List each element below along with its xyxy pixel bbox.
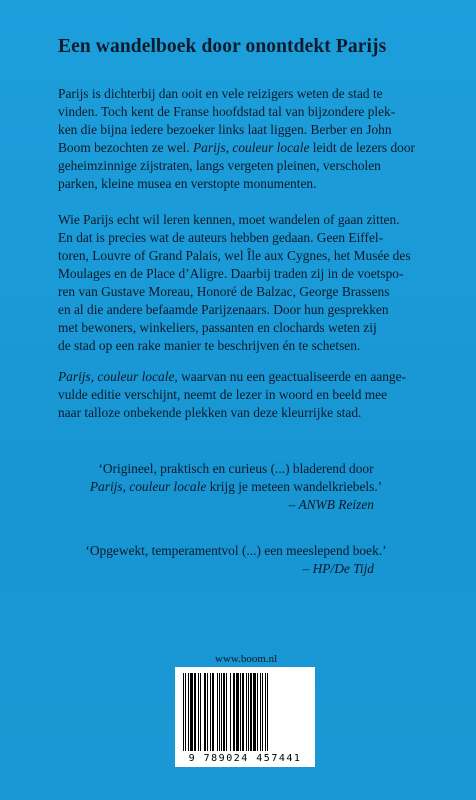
book-title-italic: Parijs, couleur locale — [192, 140, 310, 155]
text-line: naar talloze onbekende plekken van deze kleurrijke stad. — [58, 405, 362, 420]
cover-title: Een wandelboek door onontdekt Parijs — [58, 36, 387, 57]
text-segment: leidt de lezers door — [312, 140, 415, 155]
text-line: met bewoners, winkeliers, passanten en clochards weten zij — [58, 320, 377, 335]
text-line — [58, 139, 430, 157]
quote-line: ‘Origineel, praktisch en curieus (...) bladerend door — [98, 461, 374, 476]
text-line: Moulages en de Place d’Aligre. Daarbij traden zij in de voetspo- — [58, 266, 404, 281]
text-line: Parijs is dichterbij dan ooit en vele reizigers weten de stad te — [58, 86, 383, 101]
intro-paragraph — [58, 85, 430, 193]
text-line — [58, 368, 430, 386]
text-line: En dat is precies wat de auteurs hebben gedaan. Geen Eiffel- — [58, 230, 384, 245]
text-segment: krijg je meteen wandelkriebels.’ — [206, 479, 383, 494]
quote-source: – HP/De Tijd — [302, 561, 374, 576]
isbn-number: 9 789024 457441 — [188, 753, 302, 764]
text-line: ken die bijna iedere bezoeker links laat liggen. Berber en John — [58, 122, 392, 137]
quote-source: – ANWB Reizen — [288, 497, 374, 512]
text-line: ren van Gustave Moreau, Honoré de Balzac, George Brassens — [58, 284, 390, 299]
book-title-italic: Parijs, couleur locale — [89, 479, 207, 494]
review-quote-hp — [58, 542, 414, 578]
publisher-url[interactable]: www.boom.nl — [215, 653, 278, 665]
quote-line — [58, 478, 414, 496]
book-title-italic: Parijs, couleur locale — [58, 369, 175, 384]
text-line: vulde editie verschijnt, neemt de lezer in woord en beeld mee — [58, 387, 388, 402]
body-paragraph — [58, 211, 430, 355]
text-line: vinden. Toch kent de Franse hoofdstad tal van bijzondere plek- — [58, 104, 396, 119]
text-segment: Boom bezochten ze wel. — [58, 140, 190, 155]
quote-line: ‘Opgewekt, temperamentvol (...) een meeslepend boek.’ — [85, 543, 387, 558]
text-line: de stad op een rake manier te beschrijven én te schetsen. — [58, 338, 361, 353]
text-segment: , waarvan nu een geactualiseerde en aange- — [174, 369, 407, 384]
review-quote-anwb — [58, 460, 414, 514]
text-line: toren, Louvre of Grand Palais, wel Île aux Cygnes, het Musée des — [58, 248, 411, 263]
isbn-barcode — [175, 667, 315, 767]
text-line: parken, kleine musea en verstopte monumenten. — [58, 176, 317, 191]
text-line: en al die andere befaamde Parijzenaars. Door hun gesprekken — [58, 302, 389, 317]
text-line: geheimzinnige zijstraten, langs vergeten pleinen, verscholen — [58, 158, 381, 173]
barcode-bars — [183, 673, 307, 751]
closing-paragraph — [58, 368, 430, 422]
text-line: Wie Parijs echt wil leren kennen, moet wandelen of gaan zitten. — [58, 212, 400, 227]
barcode-bar — [267, 673, 268, 751]
